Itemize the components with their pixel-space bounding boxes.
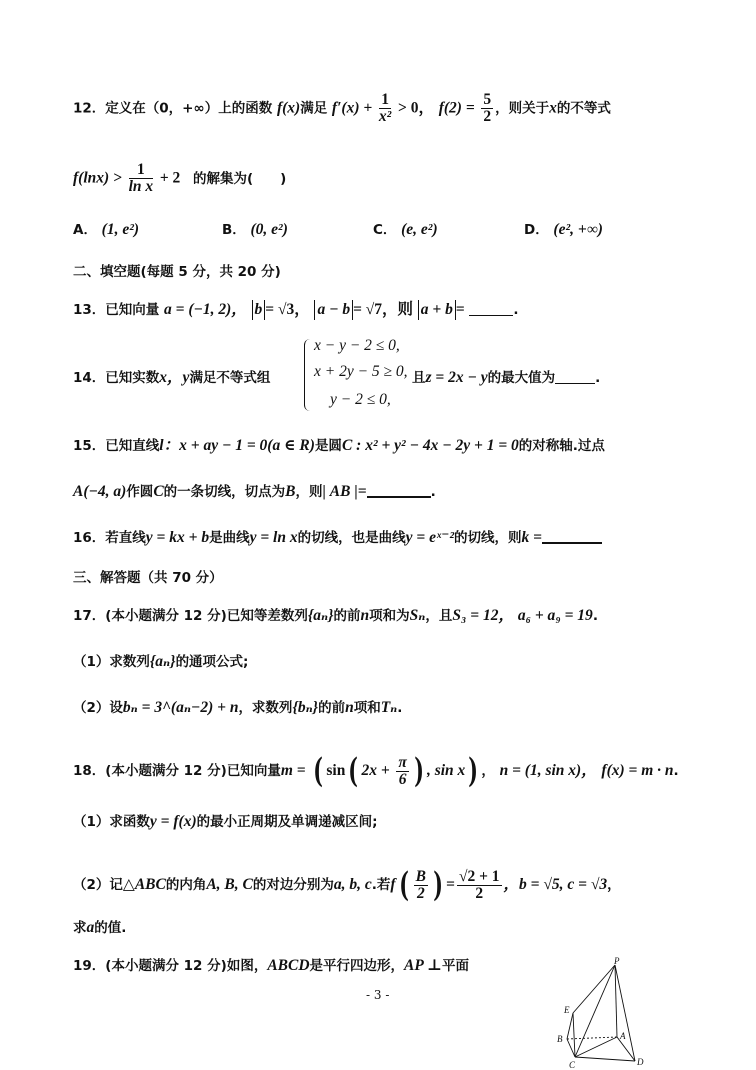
- q18-p2-b: B: [415, 867, 426, 885]
- q12-cond-den: x²: [378, 108, 392, 125]
- q18-p3-label: 求: [73, 920, 87, 936]
- q15-eq: x + ay − 1 = 0(a ∈ R): [179, 437, 315, 454]
- q18-end: .: [673, 763, 679, 779]
- q12-option-d: [524, 220, 603, 240]
- q17-p2-mid3: 项和: [353, 700, 381, 716]
- q17-p1-tail: 的通项公式;: [175, 654, 249, 670]
- q17-p2-n: n: [345, 699, 354, 716]
- right-paren-icon: ): [433, 865, 443, 905]
- q14-tail1: 且: [412, 370, 426, 386]
- q17-an: {aₙ}: [307, 607, 334, 624]
- q13: [73, 300, 519, 320]
- q12-x: x: [549, 99, 557, 117]
- q14-mid: 满足不等式组: [189, 370, 271, 386]
- q19-abcd: ABCD: [267, 957, 310, 974]
- q12-f2-den: 2: [483, 108, 492, 125]
- q14-end: .: [595, 370, 601, 386]
- q14-tail: [412, 368, 600, 388]
- q18-p2-abc-angles: A, B, C: [206, 876, 253, 893]
- q15-line2-mid3: ，则: [295, 484, 323, 500]
- right-paren-icon: ): [414, 751, 424, 791]
- q16-curve1: y = ln x: [249, 529, 298, 546]
- q15-ab: | AB |=: [322, 483, 367, 500]
- fig-label-a: A: [620, 1031, 626, 1041]
- q15-line2-mid: 作圆: [126, 484, 154, 500]
- fig-label-b: B: [557, 1034, 563, 1044]
- q18-p2-comma: ，: [607, 877, 621, 893]
- q14-answer-blank[interactable]: [555, 383, 595, 384]
- q18-p2-abc-sides: a, b, c: [333, 876, 372, 893]
- q15-label: 15．已知直线: [73, 438, 160, 454]
- q12-satisfies: 满足: [300, 100, 328, 117]
- q17-n: n: [360, 607, 370, 624]
- q17-p2-label: （2）设: [73, 700, 123, 716]
- option-b-label: B．: [222, 222, 246, 238]
- q18-p3-a: a: [86, 919, 95, 936]
- q18-p2-bc: ，b = √5, c = √3: [503, 876, 608, 893]
- q16-mid2: 的切线，也是曲线: [297, 530, 406, 546]
- q16-curve2: y = eˣ⁻²: [405, 529, 455, 546]
- q17-end: .: [592, 608, 598, 624]
- page-number: - 3 -: [366, 988, 390, 1002]
- q16-mid3: 的切线，则: [454, 530, 522, 546]
- q17-mid: 的前: [333, 608, 361, 624]
- option-c-value: (e, e²): [401, 221, 438, 238]
- q18-six: 6: [398, 770, 407, 788]
- q18-p1-f: y = f(x): [149, 813, 197, 830]
- q14-tail2: 的最大值为: [487, 370, 556, 386]
- edge-eb: [567, 1013, 573, 1039]
- q15-answer-blank[interactable]: [367, 496, 431, 498]
- q12-line2-tail: 的解集为( ): [193, 170, 287, 187]
- q12-line2: [73, 162, 286, 195]
- q18-n-def: n = (1, sin x)，: [499, 762, 597, 779]
- q18-p1-tail: 的最小正周期及单调递减区间;: [196, 814, 378, 830]
- q15-mid: 是圆: [314, 438, 342, 454]
- q18-part1: [73, 812, 378, 832]
- q17-p1-an: {aₙ}: [149, 653, 176, 670]
- q14-vars: x，y: [159, 369, 190, 386]
- q18-p1-label: （1）求函数: [73, 814, 150, 830]
- q12-cond-num: 1: [379, 92, 391, 109]
- q12-label: 12．定义在（0，+∞）上的函数: [73, 100, 273, 117]
- option-a-value: (1, e²): [101, 221, 140, 238]
- q13-b-abs: b: [252, 300, 266, 320]
- q12-f2-frac: [481, 92, 493, 125]
- q14-z: z = 2x − y: [425, 369, 488, 386]
- q17-part1: [73, 652, 248, 672]
- left-paren-icon: (: [348, 751, 359, 791]
- q18-pi: π: [398, 753, 407, 771]
- q12-cond: f′(x) +: [331, 99, 373, 117]
- q17-p2-mid2: 的前: [318, 700, 346, 716]
- q18-part2: （2）记△ABC的内角A, B, C的对边分别为a, b, c.若f( $\frac{B}{2}$ ) = $\frac{√2 + 1}{2}$ ，b = √5, c = √3，: [73, 865, 621, 905]
- q15-l: l：: [159, 437, 180, 454]
- q18-p2-mid: 的内角: [165, 877, 207, 893]
- q18-p2-b-frac: [414, 869, 428, 902]
- q19-ap: AP ⊥: [404, 957, 443, 974]
- q12-ineq-word: 的不等式: [556, 100, 611, 117]
- q17-p2-mid: ，求数列: [238, 700, 293, 716]
- q17-p2-bn: bₙ = 3^(aₙ−2) + n: [122, 699, 239, 716]
- q15-line2-mid2: 的一条切线，切点为: [163, 484, 286, 500]
- q17-p2-bn2: {bₙ}: [292, 699, 319, 716]
- q13-answer-blank[interactable]: [469, 315, 513, 316]
- option-d-value: (e², +∞): [553, 221, 603, 238]
- q17-mid3: ，且: [425, 608, 453, 624]
- q12-line2-den: ln x: [128, 178, 154, 195]
- edge-bc: [567, 1039, 575, 1057]
- q18-p2-mid3: .若: [371, 877, 391, 893]
- q12-f2: f(2) =: [438, 99, 475, 117]
- q12-line2-frac: [129, 162, 154, 195]
- q14-row-3: y − 2 ≤ 0,: [330, 391, 391, 408]
- right-paren-icon: ): [468, 751, 479, 791]
- q13-b-val: = √3，: [265, 301, 310, 318]
- q17-p2-end: .: [397, 700, 403, 716]
- left-paren-icon: (: [313, 751, 324, 791]
- q16-mid1: 是曲线: [209, 530, 250, 546]
- q14-label: 14．已知实数: [73, 370, 160, 386]
- q17-part2: [73, 698, 402, 718]
- q18-p2-label: （2）记: [73, 877, 123, 893]
- q13-label: 13．已知向量: [73, 302, 160, 318]
- q18-m-lhs: m =: [280, 762, 306, 779]
- q15-circle: C : x² + y² − 4x − 2y + 1 = 0: [341, 437, 519, 454]
- fig-label-d: D: [637, 1057, 644, 1067]
- section2-heading: 二、填空题(每题 5 分，共 20 分): [73, 264, 281, 280]
- edge-pe: [573, 965, 615, 1013]
- q15-tail: 的对称轴.过点: [518, 438, 605, 454]
- fig-label-c: C: [569, 1060, 576, 1069]
- q18-m-arg: 2x +: [361, 762, 390, 779]
- option-d-label: D．: [524, 222, 549, 238]
- q18-p2-f: f: [390, 876, 396, 893]
- q17-label: 17．(本小题满分 12 分)已知等差数列: [73, 608, 308, 624]
- q16: [73, 528, 602, 548]
- q15-line2: [73, 482, 436, 502]
- q14-lead: [73, 368, 270, 388]
- q12-line2-num: 1: [129, 162, 154, 179]
- q18-p2-mid2: 的对边分别为: [252, 877, 334, 893]
- q13-ab-sum: a + b: [418, 300, 456, 320]
- q17: [73, 606, 598, 626]
- edge-ca: [575, 1037, 617, 1057]
- q18-p2-tri: △ABC: [122, 876, 166, 893]
- q18: [73, 751, 679, 791]
- q16-line: y = kx + b: [145, 529, 210, 546]
- q12-f2-num: 5: [483, 91, 492, 108]
- q17-mid2: 项和为: [369, 608, 410, 624]
- q16-answer-blank[interactable]: [542, 542, 602, 544]
- q13-ab-diff: a − b: [314, 300, 353, 320]
- q12-line2-lhs: f(lnx) >: [73, 169, 122, 187]
- edge-pc: [575, 965, 615, 1057]
- q18-f-def: f(x) = m · n: [601, 762, 674, 779]
- fig-label-e: E: [564, 1005, 570, 1015]
- q18-pi-frac: [396, 755, 408, 788]
- q19-pyramid-figure: [547, 957, 659, 1069]
- left-paren-icon: (: [398, 865, 409, 905]
- q19: [73, 956, 469, 976]
- q13-ab-diff-val: = √7，则: [353, 301, 414, 318]
- q12-option-b: [222, 220, 288, 240]
- q13-ab-sum-eq: =: [455, 301, 465, 318]
- q18-comma: ，: [481, 763, 495, 779]
- q17-sn: Sₙ: [409, 607, 426, 624]
- q16-label: 16．若直线: [73, 530, 146, 546]
- q17-p2-tn: Tₙ: [380, 699, 398, 716]
- q15-b: B: [285, 483, 296, 500]
- q12-cond-gt: > 0，: [398, 99, 434, 117]
- q18-m-tail: , sin x: [426, 762, 466, 779]
- edge-pd: [615, 965, 635, 1061]
- q17-cond: S₃ = 12， a₆ + a₉ = 19: [452, 607, 593, 624]
- fig-label-p: P: [614, 957, 620, 966]
- q12-option-a: [73, 220, 139, 240]
- q14-row-2: x + 2y − 5 ≥ 0,: [314, 363, 408, 380]
- q13-a-def: a = (−1, 2)，: [164, 301, 247, 318]
- q19-tail: 平面: [442, 958, 470, 974]
- q19-label: 19．(本小题满分 12 分)如图，: [73, 958, 268, 974]
- q18-p2-val-den: 2: [475, 884, 484, 902]
- q15-line1: [73, 436, 605, 456]
- q15-end: .: [430, 484, 436, 500]
- q15-point-a: A(−4, a): [73, 483, 127, 500]
- q18-sin: sin: [326, 762, 346, 779]
- brace-icon: [304, 339, 313, 411]
- q13-end: .: [513, 302, 519, 318]
- option-b-value: (0, e²): [250, 221, 288, 238]
- q19-mid: 是平行四边形，: [309, 958, 405, 974]
- q15-c: C: [153, 483, 164, 500]
- edge-ec: [573, 1013, 575, 1057]
- edge-cd: [575, 1057, 635, 1061]
- option-c-label: C．: [373, 222, 397, 238]
- q17-p1-label: （1）求数列: [73, 654, 150, 670]
- q14-row-1: x − y − 2 ≤ 0,: [314, 337, 400, 354]
- q18-p2-val-frac: [457, 869, 502, 902]
- q12-line1: [73, 92, 611, 125]
- q12-cond-frac: [379, 92, 391, 125]
- option-a-label: A．: [73, 222, 97, 238]
- q18-p2-val-num: √2 + 1: [458, 867, 500, 885]
- q12-fx: f(x): [276, 99, 301, 117]
- q12-rest: ，则关于: [495, 100, 550, 117]
- q16-k: k =: [521, 529, 543, 546]
- q18-p3-tail: 的值.: [94, 920, 127, 936]
- q12-line2-plus: + 2: [159, 169, 181, 187]
- q18-p2-two: 2: [416, 884, 425, 902]
- q18-label: 18．(本小题满分 12 分)已知向量: [73, 763, 281, 779]
- edge-pa: [615, 965, 617, 1037]
- q18-part3: [73, 918, 126, 938]
- q12-option-c: [373, 220, 438, 240]
- section3-heading: 三、解答题（共 70 分）: [73, 570, 223, 586]
